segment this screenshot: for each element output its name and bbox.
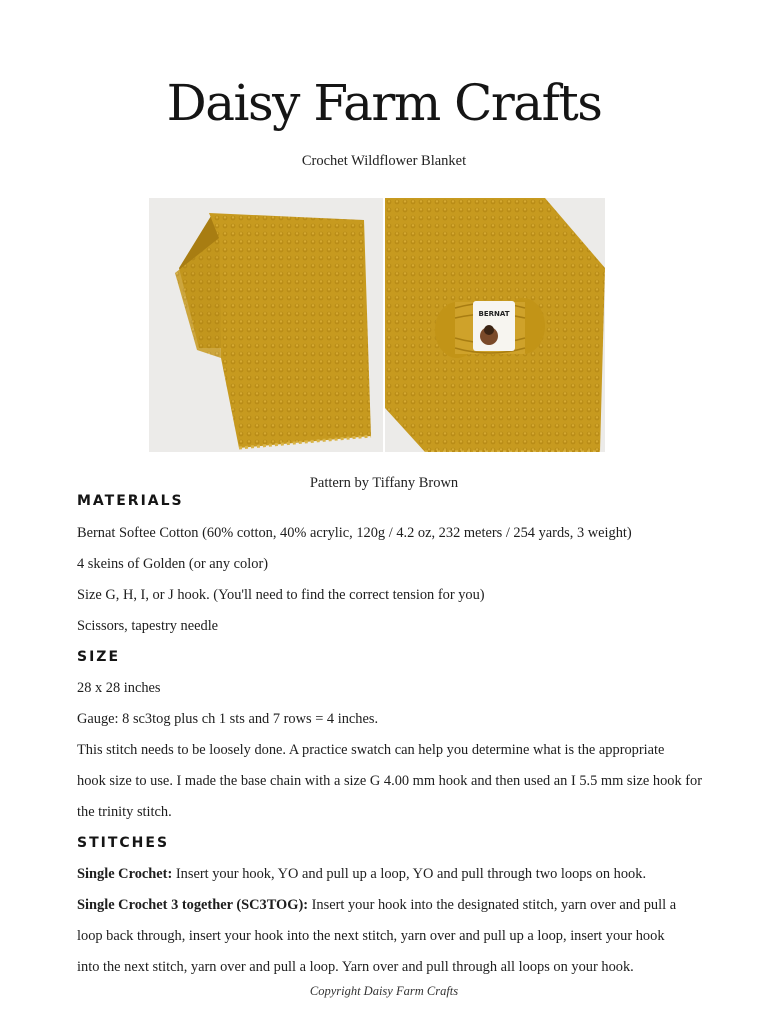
copyright-footer: Copyright Daisy Farm Crafts	[309, 984, 459, 998]
pattern-subtitle: Crochet Wildflower Blanket	[301, 153, 467, 169]
size-line: 28 x 28 inches	[77, 680, 161, 696]
sc3tog-text: Insert your hook into the designated stitch, yarn over and pull a	[308, 897, 677, 913]
size-note-line: hook size to use. I made the base chain with a size G 4.00 mm hook and then used an I 5.5 mm size hook for	[77, 773, 703, 789]
blanket-photo-folded	[149, 198, 383, 452]
pattern-byline: Pattern by Tiffany Brown	[309, 475, 459, 491]
sc3tog-line: loop back through, insert your hook into the next stitch, yarn over and pull up a loop, insert your hook	[77, 928, 665, 944]
sc3tog-definition	[77, 897, 697, 914]
materials-line: Bernat Softee Cotton (60% cotton, 40% acrylic, 120g / 4.2 oz, 232 meters / 254 yards, 3 weight)	[77, 525, 632, 541]
materials-line: Size G, H, I, or J hook. (You'll need to find the correct tension for you)	[77, 587, 485, 603]
size-note-line: This stitch needs to be loosely done. A practice swatch can help you determine what is the appropriate	[77, 742, 665, 758]
stitches-heading: STITCHES	[77, 835, 170, 851]
blanket-photo-with-yarn	[385, 198, 605, 452]
size-note-line: the trinity stitch.	[77, 804, 172, 820]
materials-line: Scissors, tapestry needle	[77, 618, 219, 634]
sc3tog-term: Single Crochet 3 together (SC3TOG):	[77, 897, 309, 913]
materials-line: 4 skeins of Golden (or any color)	[77, 556, 269, 572]
brand-title: Daisy Farm Crafts	[166, 74, 602, 132]
materials-heading: MATERIALS	[77, 493, 184, 509]
yarn-label-brand: BERNAT	[478, 310, 510, 318]
sc3tog-line: into the next stitch, yarn over and pull a loop. Yarn over and pull through all loops on your hook.	[77, 959, 634, 975]
size-heading: SIZE	[77, 649, 121, 665]
single-crochet-definition	[77, 866, 697, 883]
gauge-line: Gauge: 8 sc3tog plus ch 1 sts and 7 rows = 4 inches.	[77, 711, 379, 727]
single-crochet-term: Single Crochet:	[77, 866, 173, 882]
single-crochet-text: Insert your hook, YO and pull up a loop, YO and pull through two loops on hook.	[172, 866, 647, 882]
